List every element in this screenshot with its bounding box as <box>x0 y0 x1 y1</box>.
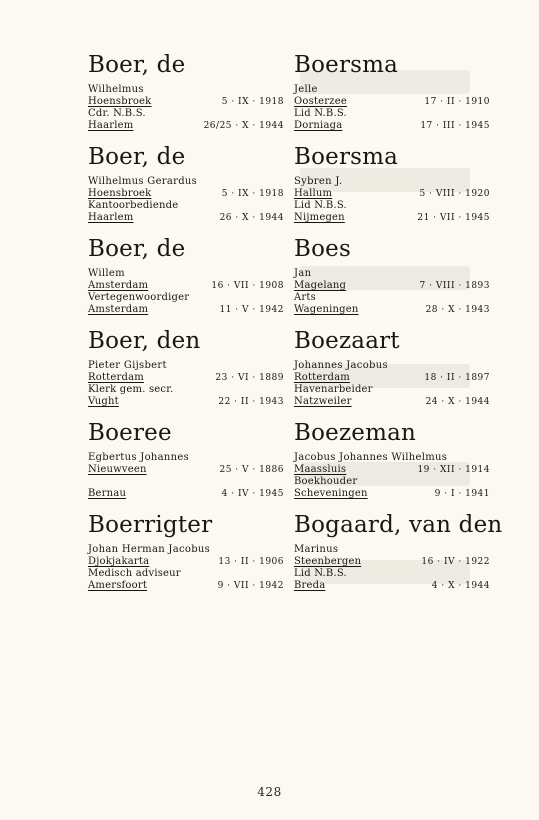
left-column <box>88 50 284 592</box>
death-row <box>88 488 284 500</box>
death-row <box>88 304 284 316</box>
birth-row <box>88 96 284 108</box>
death-place: Natzweiler <box>294 396 352 407</box>
death-date: 28 · X · 1943 <box>425 305 490 315</box>
given-names: Johan Herman Jacobus <box>88 544 211 555</box>
death-date: 4 · X · 1944 <box>431 581 490 591</box>
death-row <box>294 120 490 132</box>
surname: Boer, de <box>88 236 186 262</box>
surname: Boersma <box>294 52 399 78</box>
entry-right-3 <box>294 326 490 408</box>
death-place: Amsterdam <box>88 304 149 315</box>
death-place: Haarlem <box>88 212 134 223</box>
given-names: Willem <box>88 268 125 279</box>
death-date: 9 · VII · 1942 <box>217 581 284 591</box>
occupation: Medisch adviseur <box>88 568 181 579</box>
death-place: Breda <box>294 580 326 591</box>
surname: Boeree <box>88 420 172 446</box>
entry-left-3 <box>88 326 284 408</box>
birth-place: Hoensbroek <box>88 96 152 107</box>
death-place: Amersfoort <box>88 580 148 591</box>
occupation: Lid N.B.S. <box>294 200 347 211</box>
right-column <box>294 50 503 592</box>
given-names: Pieter Gijsbert <box>88 360 167 371</box>
death-date: 24 · X · 1944 <box>425 397 490 407</box>
birth-row <box>88 372 284 384</box>
death-place: Dorniaga <box>294 120 343 131</box>
given-names: Sybren J. <box>294 176 343 187</box>
death-place: Haarlem <box>88 120 134 131</box>
death-date: 21 · VII · 1945 <box>417 213 490 223</box>
death-date: 11 · V · 1942 <box>219 305 284 315</box>
death-date: 4 · IV · 1945 <box>221 489 284 499</box>
birth-row <box>294 188 490 200</box>
entry-left-0 <box>88 50 284 132</box>
birth-place: Oosterzee <box>294 96 347 107</box>
birth-row <box>294 96 490 108</box>
birth-date: 13 · II · 1906 <box>218 557 284 567</box>
surname: Bogaard, van den <box>294 512 503 538</box>
occupation: Klerk gem. secr. <box>88 384 174 395</box>
death-row <box>88 396 284 408</box>
birth-place: Hallum <box>294 188 333 199</box>
death-row <box>294 304 490 316</box>
death-row <box>294 580 490 592</box>
entry-right-2 <box>294 234 490 316</box>
birth-place: Djokjakarta <box>88 556 150 567</box>
entry-right-0 <box>294 50 490 132</box>
death-place: Wageningen <box>294 304 359 315</box>
birth-place: Rotterdam <box>88 372 144 383</box>
death-place: Vught <box>88 396 119 407</box>
given-names: Wilhelmus <box>88 84 144 95</box>
birth-place: Rotterdam <box>294 372 350 383</box>
surname: Boer, de <box>88 144 186 170</box>
birth-date: 5 · IX · 1918 <box>221 189 284 199</box>
birth-date: 5 · IX · 1918 <box>221 97 284 107</box>
death-date: 26/25 · X · 1944 <box>203 121 284 131</box>
death-row <box>88 212 284 224</box>
surname: Boer, den <box>88 328 201 354</box>
birth-row <box>294 556 490 568</box>
death-row <box>294 396 490 408</box>
occupation: Lid N.B.S. <box>294 568 347 579</box>
death-date: 17 · III · 1945 <box>420 121 490 131</box>
death-date: 9 · I · 1941 <box>434 489 490 499</box>
death-row <box>294 212 490 224</box>
death-date: 26 · X · 1944 <box>219 213 284 223</box>
birth-place: Amsterdam <box>88 280 149 291</box>
entry-right-1 <box>294 142 490 224</box>
death-row <box>294 488 490 500</box>
birth-row <box>294 464 490 476</box>
surname: Boezaart <box>294 328 400 354</box>
birth-row <box>294 372 490 384</box>
entry-right-5 <box>294 510 503 592</box>
given-names: Wilhelmus Gerardus <box>88 176 198 187</box>
entry-left-5 <box>88 510 284 592</box>
death-date: 22 · II · 1943 <box>218 397 284 407</box>
death-place: Scheveningen <box>294 488 368 499</box>
birth-date: 23 · VI · 1889 <box>215 373 284 383</box>
entry-left-2 <box>88 234 284 316</box>
birth-date: 7 · VIII · 1893 <box>419 281 490 291</box>
birth-row <box>88 188 284 200</box>
occupation: Boekhouder <box>294 476 358 487</box>
birth-date: 17 · II · 1910 <box>424 97 490 107</box>
death-place: Nijmegen <box>294 212 345 223</box>
birth-place: Nieuwveen <box>88 464 147 475</box>
page-number: 428 <box>257 785 282 799</box>
birth-date: 18 · II · 1897 <box>424 373 490 383</box>
surname: Boersma <box>294 144 399 170</box>
given-names: Jacobus Johannes Wilhelmus <box>294 452 448 463</box>
birth-row <box>88 280 284 292</box>
birth-date: 16 · IV · 1922 <box>421 557 490 567</box>
birth-date: 5 · VIII · 1920 <box>419 189 490 199</box>
occupation: Kantoorbediende <box>88 200 179 211</box>
entry-left-4 <box>88 418 284 500</box>
given-names: Jan <box>294 268 312 279</box>
birth-row <box>88 464 284 476</box>
death-place: Bernau <box>88 488 127 499</box>
birth-date: 25 · V · 1886 <box>219 465 284 475</box>
occupation: Vertegenwoordiger <box>88 292 190 303</box>
entry-right-4 <box>294 418 490 500</box>
entry-left-1 <box>88 142 284 224</box>
occupation: Lid N.B.S. <box>294 108 347 119</box>
death-row <box>88 120 284 132</box>
occupation: Arts <box>294 292 316 303</box>
birth-place: Magelang <box>294 280 347 291</box>
birth-place: Hoensbroek <box>88 188 152 199</box>
occupation: Havenarbeider <box>294 384 373 395</box>
given-names: Johannes Jacobus <box>294 360 388 371</box>
birth-row <box>88 556 284 568</box>
surname: Boer, de <box>88 52 186 78</box>
birth-place: Steenbergen <box>294 556 362 567</box>
surname: Boezeman <box>294 420 417 446</box>
given-names: Egbertus Johannes <box>88 452 190 463</box>
given-names: Marinus <box>294 544 339 555</box>
surname: Boerrigter <box>88 512 213 538</box>
occupation <box>88 476 284 488</box>
surname: Boes <box>294 236 351 262</box>
occupation: Cdr. N.B.S. <box>88 108 146 119</box>
birth-date: 16 · VII · 1908 <box>211 281 284 291</box>
birth-row <box>294 280 490 292</box>
birth-place: Maassluis <box>294 464 347 475</box>
death-row <box>88 580 284 592</box>
given-names: Jelle <box>294 84 318 95</box>
birth-date: 19 · XII · 1914 <box>417 465 490 475</box>
